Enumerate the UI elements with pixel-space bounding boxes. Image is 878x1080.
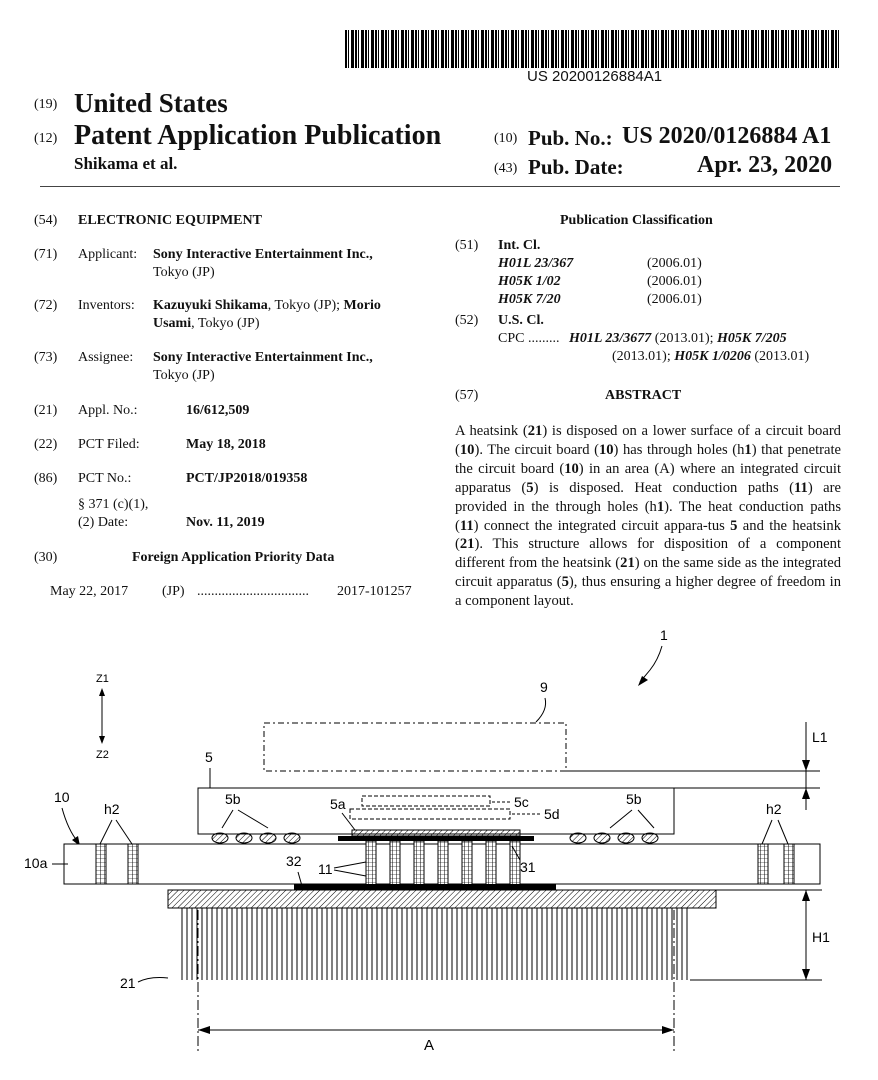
assignee-label: Assignee:: [78, 350, 134, 365]
pct-filed: May 18, 2018: [186, 437, 266, 452]
type-code: (12): [34, 131, 58, 146]
z-arrow-up: [99, 688, 105, 696]
foreign-country: (JP): [162, 584, 185, 599]
applicant-label: Applicant:: [78, 247, 138, 262]
cpc-line2: [612, 349, 809, 365]
intcl-code: (51): [455, 238, 479, 253]
foreign-dots: ................................: [197, 584, 309, 599]
class-title: Publication Classification: [560, 213, 713, 228]
intcl-label: Int. Cl.: [498, 238, 541, 253]
label-5a: 5a: [330, 796, 346, 812]
cpc1-year: (2013.01);: [654, 331, 714, 346]
a-arrow-left: [198, 1026, 210, 1034]
pub-date-label: Pub. Date:: [528, 155, 624, 179]
z-arrow-down: [99, 736, 105, 744]
leader-h2-left-b: [116, 820, 132, 844]
leader-h2-right-a: [762, 820, 772, 844]
leader-1: [640, 646, 662, 682]
intcl-code-1: H01L 23/367: [498, 256, 574, 271]
label-z2: Z2: [96, 749, 109, 761]
inventors-code: (72): [34, 298, 58, 313]
appl-label: Appl. No.:: [78, 403, 138, 418]
label-5c: 5c: [514, 794, 529, 810]
leader-21: [138, 978, 168, 983]
label-h1: H1: [812, 929, 830, 945]
label-h2-right: h2: [766, 801, 782, 817]
pub-no: US 2020/0126884 A1: [622, 123, 832, 149]
country-code: (19): [34, 97, 58, 112]
hole-h2-2: [128, 844, 138, 884]
component-9: [264, 723, 566, 771]
h1-arrow-top: [802, 890, 810, 901]
label-5b-right: 5b: [626, 791, 642, 807]
title: ELECTRONIC EQUIPMENT: [78, 213, 262, 228]
intcl-year-3: (2006.01): [647, 292, 702, 307]
cpc-line1: [498, 331, 787, 347]
barcode: [345, 30, 839, 68]
label-31: 31: [520, 859, 536, 875]
cpc-dots: .........: [527, 331, 560, 346]
s371-date: Nov. 11, 2019: [186, 515, 265, 530]
cpc1-code: H01L 23/3677: [568, 331, 652, 346]
label-10: 10: [54, 789, 70, 805]
label-5: 5: [205, 749, 213, 765]
pub-date-code: (43): [494, 161, 518, 176]
inventor2-first: Morio: [343, 298, 381, 313]
inventor1-loc: , Tokyo (JP);: [267, 298, 341, 313]
s371-line1: § 371 (c)(1),: [78, 497, 149, 512]
assignee-code: (73): [34, 350, 58, 365]
uscl-label: U.S. Cl.: [498, 313, 544, 328]
cpc2-year: (2013.01);: [612, 349, 671, 364]
header-rule: [40, 186, 840, 187]
cpc3-year: (2013.01): [754, 349, 810, 364]
hole-h2-1: [96, 844, 106, 884]
uscl-code: (52): [455, 313, 479, 328]
inventors-label: Inventors:: [78, 298, 135, 313]
foreign-no: 2017-101257: [337, 584, 412, 599]
thermal-layer-32: [294, 884, 556, 890]
label-32: 32: [286, 853, 302, 869]
pct-no-code: (86): [34, 471, 58, 486]
pct-filed-label: PCT Filed:: [78, 437, 140, 452]
appl-no: 16/612,509: [186, 403, 250, 418]
label-z1: Z1: [96, 673, 109, 685]
label-l1: L1: [812, 729, 828, 745]
applicant-city: Tokyo (JP): [153, 265, 215, 280]
label-h2-left: h2: [104, 801, 120, 817]
applicant-code: (71): [34, 247, 58, 262]
appl-code: (21): [34, 403, 58, 418]
chip-plate: [338, 836, 534, 841]
title-code: (54): [34, 213, 58, 228]
h1-arrow-bottom: [802, 969, 810, 980]
heatsink-base: [168, 890, 716, 908]
label-11: 11: [318, 861, 333, 877]
label-5d: 5d: [544, 806, 560, 822]
assignee-name: Sony Interactive Entertainment Inc.,: [153, 350, 373, 365]
a-arrow-right: [662, 1026, 674, 1034]
country: United States: [74, 88, 228, 118]
ic-apparatus-5: [198, 788, 674, 834]
leader-h2-left-a: [100, 820, 112, 844]
publication-type: Patent Application Publication: [74, 120, 442, 151]
label-1: 1: [660, 627, 668, 643]
abstract-code: (57): [455, 388, 479, 403]
abstract-title: ABSTRACT: [605, 388, 682, 403]
leader-9: [536, 698, 546, 722]
fins-path: [182, 908, 687, 980]
assignee-city: Tokyo (JP): [153, 368, 215, 383]
inventors-line1: [153, 298, 381, 314]
label-5b-left: 5b: [225, 791, 241, 807]
label-9: 9: [540, 679, 548, 695]
chip-top: [352, 830, 520, 836]
cpc-label: CPC: [498, 331, 525, 346]
intcl-year-2: (2006.01): [647, 274, 702, 289]
l1-arrow-top: [802, 760, 810, 771]
intcl-code-2: H05K 1/02: [498, 274, 561, 289]
label-a: A: [424, 1037, 435, 1054]
inventors-line2: [153, 316, 260, 332]
arrowhead-1: [638, 676, 648, 686]
intcl-year-1: (2006.01): [647, 256, 702, 271]
hole-h2-3: [758, 844, 768, 884]
inventor2-loc: , Tokyo (JP): [191, 316, 260, 331]
label-10a: 10a: [24, 855, 48, 871]
abstract-text: A heatsink (21) is disposed on a lower surface of a circuit board (10). The circuit board (10) has through holes (h1) that penetrate the circuit board (10) in an area (A) where an integrated circuit apparatus (5) is disposed. Heat conduction paths (11) are provided in the through holes (h1). The heat conduction paths (11) connect the integrated circuit appara-tus 5 and the heatsink (21). This structure allows for disposition of a component different from the heatsink (21) on the same side as the integrated circuit apparatus (5), thus ensuring a higher degree of freedom in a component layout.: [455, 423, 842, 610]
inventor1-name: Kazuyuki Shikama: [153, 298, 268, 313]
pct-filed-code: (22): [34, 437, 58, 452]
foreign-date: May 22, 2017: [50, 584, 129, 599]
pub-no-label: Pub. No.:: [528, 126, 613, 150]
l1-arrow-bottom: [802, 788, 810, 799]
pub-no-code: (10): [494, 131, 518, 146]
foreign-code: (30): [34, 550, 58, 565]
hole-h2-4: [784, 844, 794, 884]
intcl-code-3: H05K 7/20: [498, 292, 561, 307]
heatsink-fins: [182, 908, 687, 980]
barcode-number: US 20200126884A1: [527, 68, 663, 85]
pub-date: Apr. 23, 2020: [697, 152, 833, 178]
patent-figure: [0, 610, 878, 1080]
inventor-short: Shikama et al.: [74, 154, 178, 173]
applicant-name: Sony Interactive Entertainment Inc.,: [153, 247, 373, 262]
pct-no-label: PCT No.:: [78, 471, 132, 486]
s371-line2: (2) Date:: [78, 515, 129, 530]
foreign-title: Foreign Application Priority Data: [132, 550, 335, 565]
cpc2-code: H05K 7/205: [717, 331, 787, 346]
cpc3-code: H05K 1/0206: [674, 349, 751, 364]
leader-10: [62, 808, 78, 842]
pct-no: PCT/JP2018/019358: [186, 471, 308, 486]
inventor2-last: Usami: [153, 316, 192, 331]
leader-h2-right-b: [778, 820, 788, 844]
label-21: 21: [120, 975, 136, 991]
